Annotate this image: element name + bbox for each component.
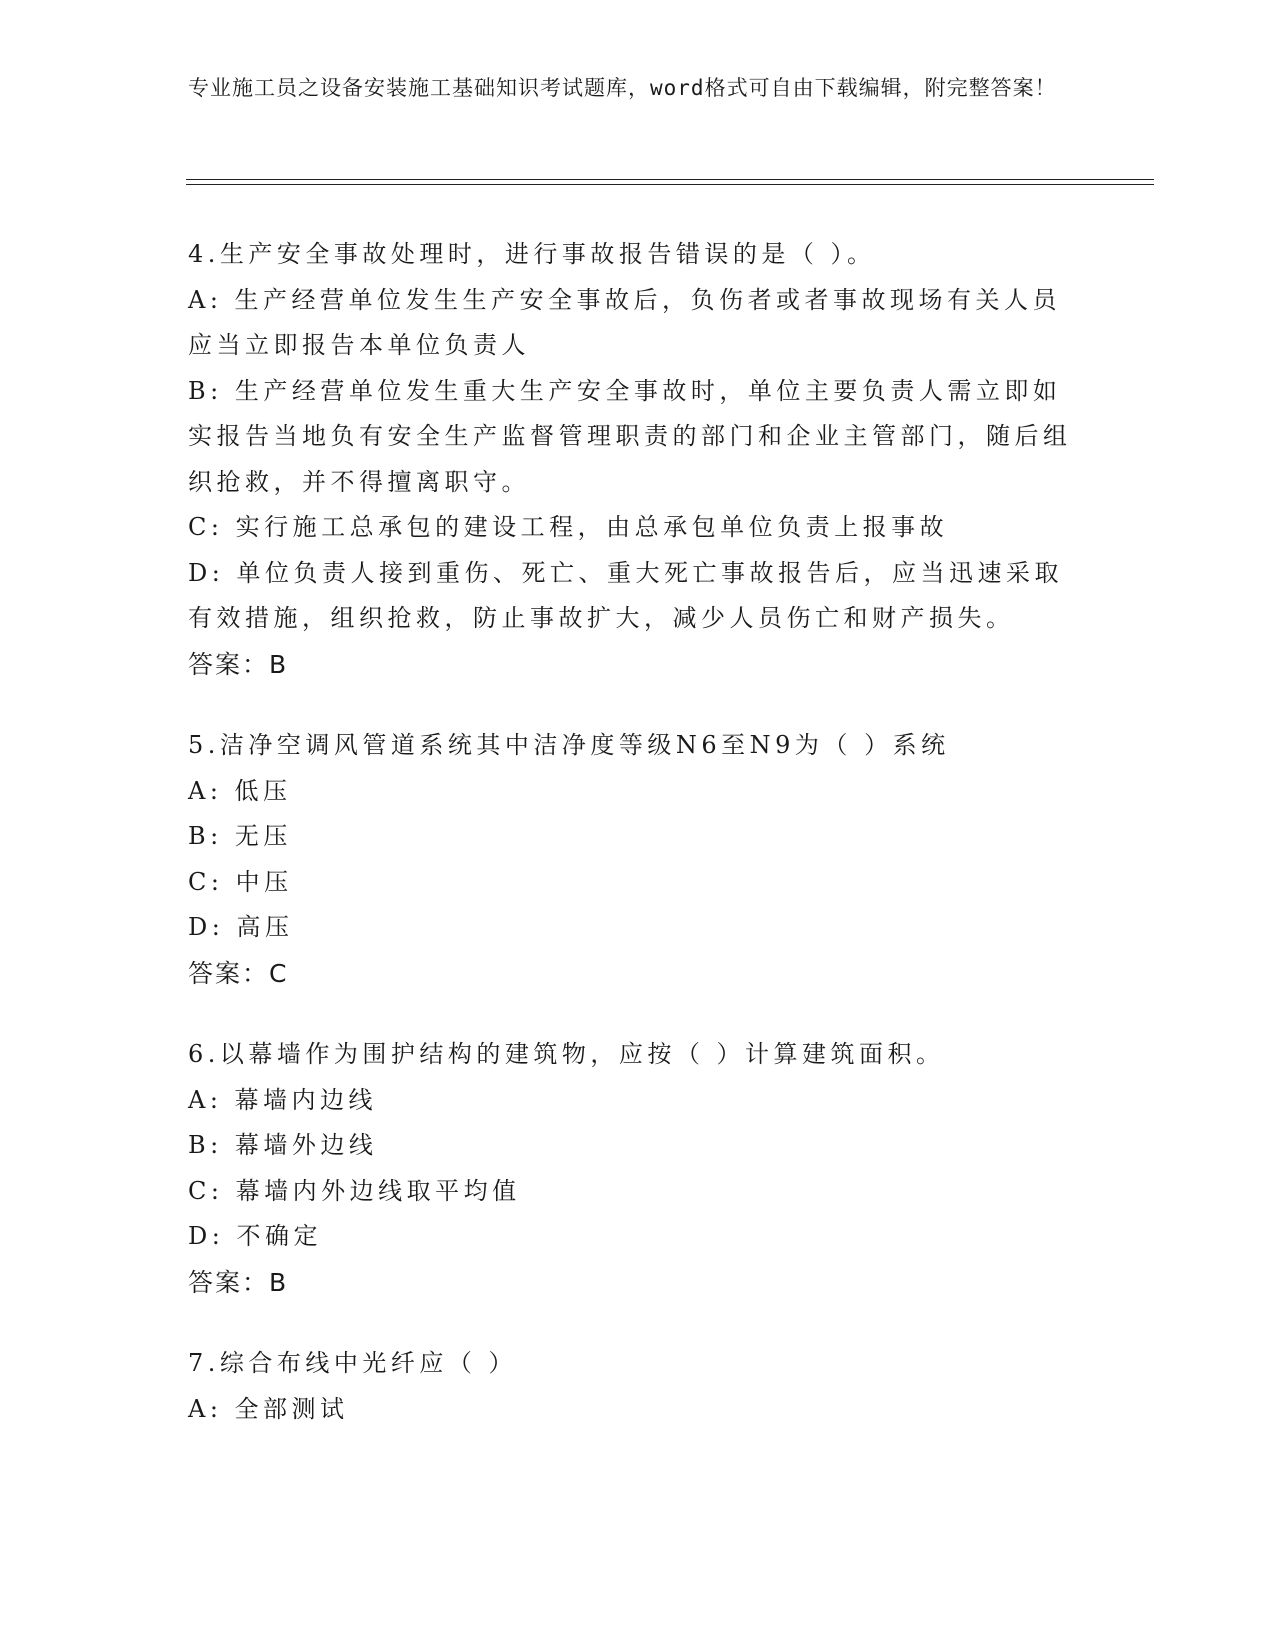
option-a: A: 低压	[188, 776, 292, 805]
question-stem: 4.生产安全事故处理时，进行事故报告错误的是（ ）。	[188, 240, 876, 268]
question-stem: 7.综合布线中光纤应（ ）	[188, 1349, 518, 1377]
option-a: A: 全部测试	[188, 1394, 349, 1423]
option-d: D: 不确定	[188, 1222, 322, 1250]
question-stem: 5.洁净空调风管道系统其中洁净度等级N6至N9为（ ）系统	[188, 731, 950, 759]
option-d: D: 单位负责人接到重伤、死亡、重大死亡事故报告后，应当迅速采取有效措施，组织抢救，防止事故扩大，减少人员伤亡和财产损失。	[188, 558, 1063, 632]
question-stem: 6.以幕墙作为围护结构的建筑物，应按（ ）计算建筑面积。	[188, 1040, 945, 1068]
header-divider-top	[186, 179, 1154, 180]
option-b: B: 幕墙外边线	[188, 1131, 378, 1159]
option-b: B: 生产经营单位发生重大生产安全事故时，单位主要负责人需立即如实报告当地负有安全生产监督管理职责的部门和企业主管部门，随后组织抢救，并不得擅离职守。	[188, 376, 1072, 496]
option-a: A: 生产经营单位发生生产安全事故后，负伤者或者事故现场有关人员应当立即报告本单位负责人	[188, 285, 1062, 359]
question-list	[188, 232, 1088, 1468]
answer: 答案：B	[188, 1267, 289, 1297]
document-header: 专业施工员之设备安装施工基础知识考试题库，word格式可自由下载编辑，附完整答案！	[188, 76, 1057, 100]
option-a: A: 幕墙内边线	[188, 1085, 378, 1114]
option-b: B: 无压	[188, 822, 292, 850]
question-6	[188, 1032, 1088, 1305]
question-5	[188, 723, 1088, 996]
header-divider-bottom	[186, 184, 1154, 185]
option-c: C: 幕墙内外边线取平均值	[188, 1176, 521, 1205]
option-c: C: 中压	[188, 867, 293, 896]
answer: 答案：C	[188, 958, 289, 988]
option-d: D: 高压	[188, 913, 294, 941]
option-c: C: 实行施工总承包的建设工程，由总承包单位负责上报事故	[188, 513, 949, 541]
question-4	[188, 232, 1088, 687]
answer: 答案：B	[188, 649, 289, 679]
question-7	[188, 1341, 1088, 1432]
